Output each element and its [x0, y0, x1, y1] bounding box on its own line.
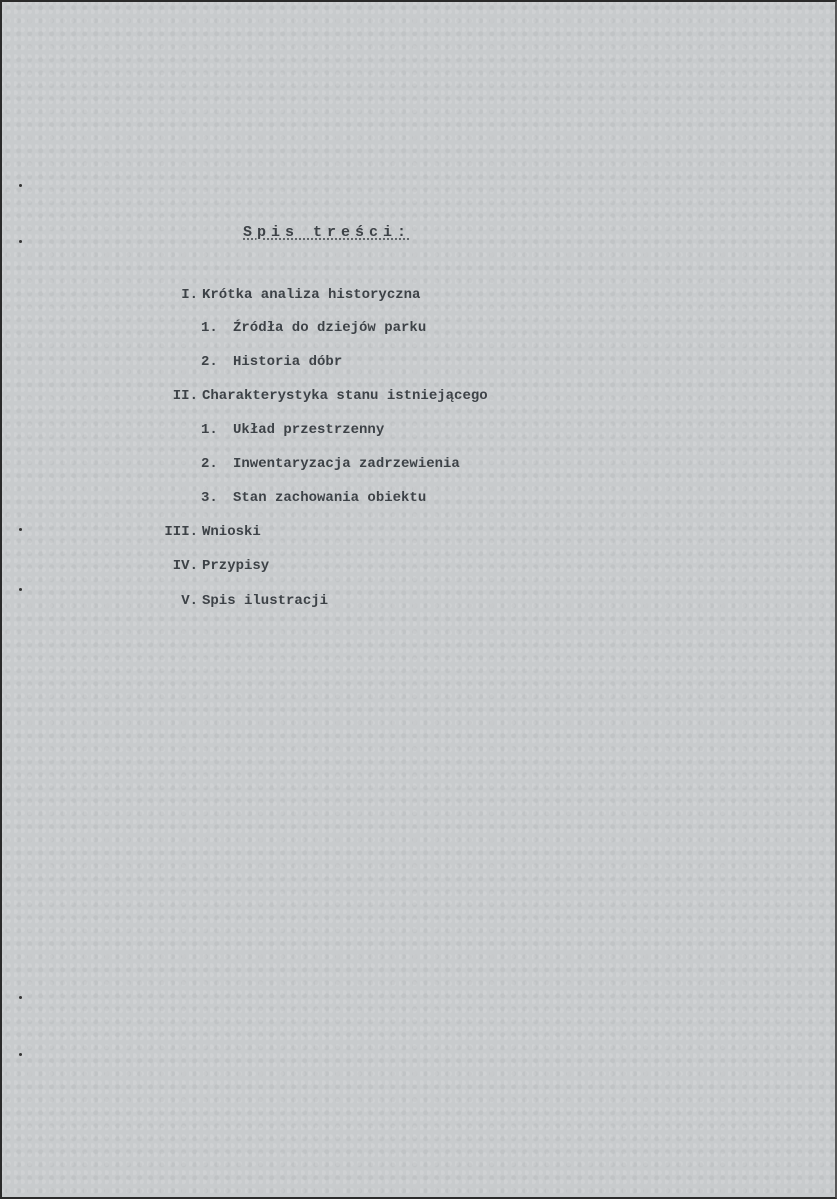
- scan-mark: [19, 996, 22, 999]
- entry-number: I.: [181, 287, 198, 303]
- entry-number: 1.: [201, 422, 218, 438]
- scan-mark: [19, 588, 22, 591]
- entry-label: Inwentaryzacja zadrzewienia: [233, 456, 460, 472]
- entry-number: 2.: [201, 456, 218, 472]
- toc-entry: [201, 353, 343, 371]
- scan-mark: [19, 528, 22, 531]
- page-title: Spis treści:: [243, 224, 412, 241]
- entry-label: Spis ilustracji: [202, 593, 329, 609]
- toc-entry: [201, 489, 427, 507]
- entry-label: Charakterystyka stanu istniejącego: [202, 388, 488, 404]
- entry-number: II.: [172, 388, 198, 404]
- entry-label: Stan zachowania obiektu: [233, 490, 427, 506]
- entry-label: Źródła do dziejów parku: [233, 320, 427, 336]
- entry-number: III.: [164, 524, 198, 540]
- scan-mark: [19, 184, 22, 187]
- toc-entry: [181, 286, 421, 304]
- toc-entry: [201, 421, 385, 439]
- entry-label: Krótka analiza historyczna: [202, 287, 421, 303]
- toc-entry: [172, 387, 488, 405]
- toc-entry: [164, 523, 261, 541]
- scan-mark: [19, 240, 22, 243]
- entry-number: V.: [181, 593, 198, 609]
- entry-number: IV.: [172, 558, 198, 574]
- entry-label: Układ przestrzenny: [233, 422, 385, 438]
- entry-label: Przypisy: [202, 558, 270, 574]
- toc-entry: [201, 455, 460, 473]
- entry-number: 1.: [201, 320, 218, 336]
- toc-entry: [201, 319, 427, 337]
- toc-entry: [172, 557, 270, 575]
- toc-entry: [181, 592, 329, 610]
- entry-label: Wnioski: [202, 524, 261, 540]
- scan-mark: [19, 1053, 22, 1056]
- entry-number: 2.: [201, 354, 218, 370]
- entry-label: Historia dóbr: [233, 354, 343, 370]
- entry-number: 3.: [201, 490, 218, 506]
